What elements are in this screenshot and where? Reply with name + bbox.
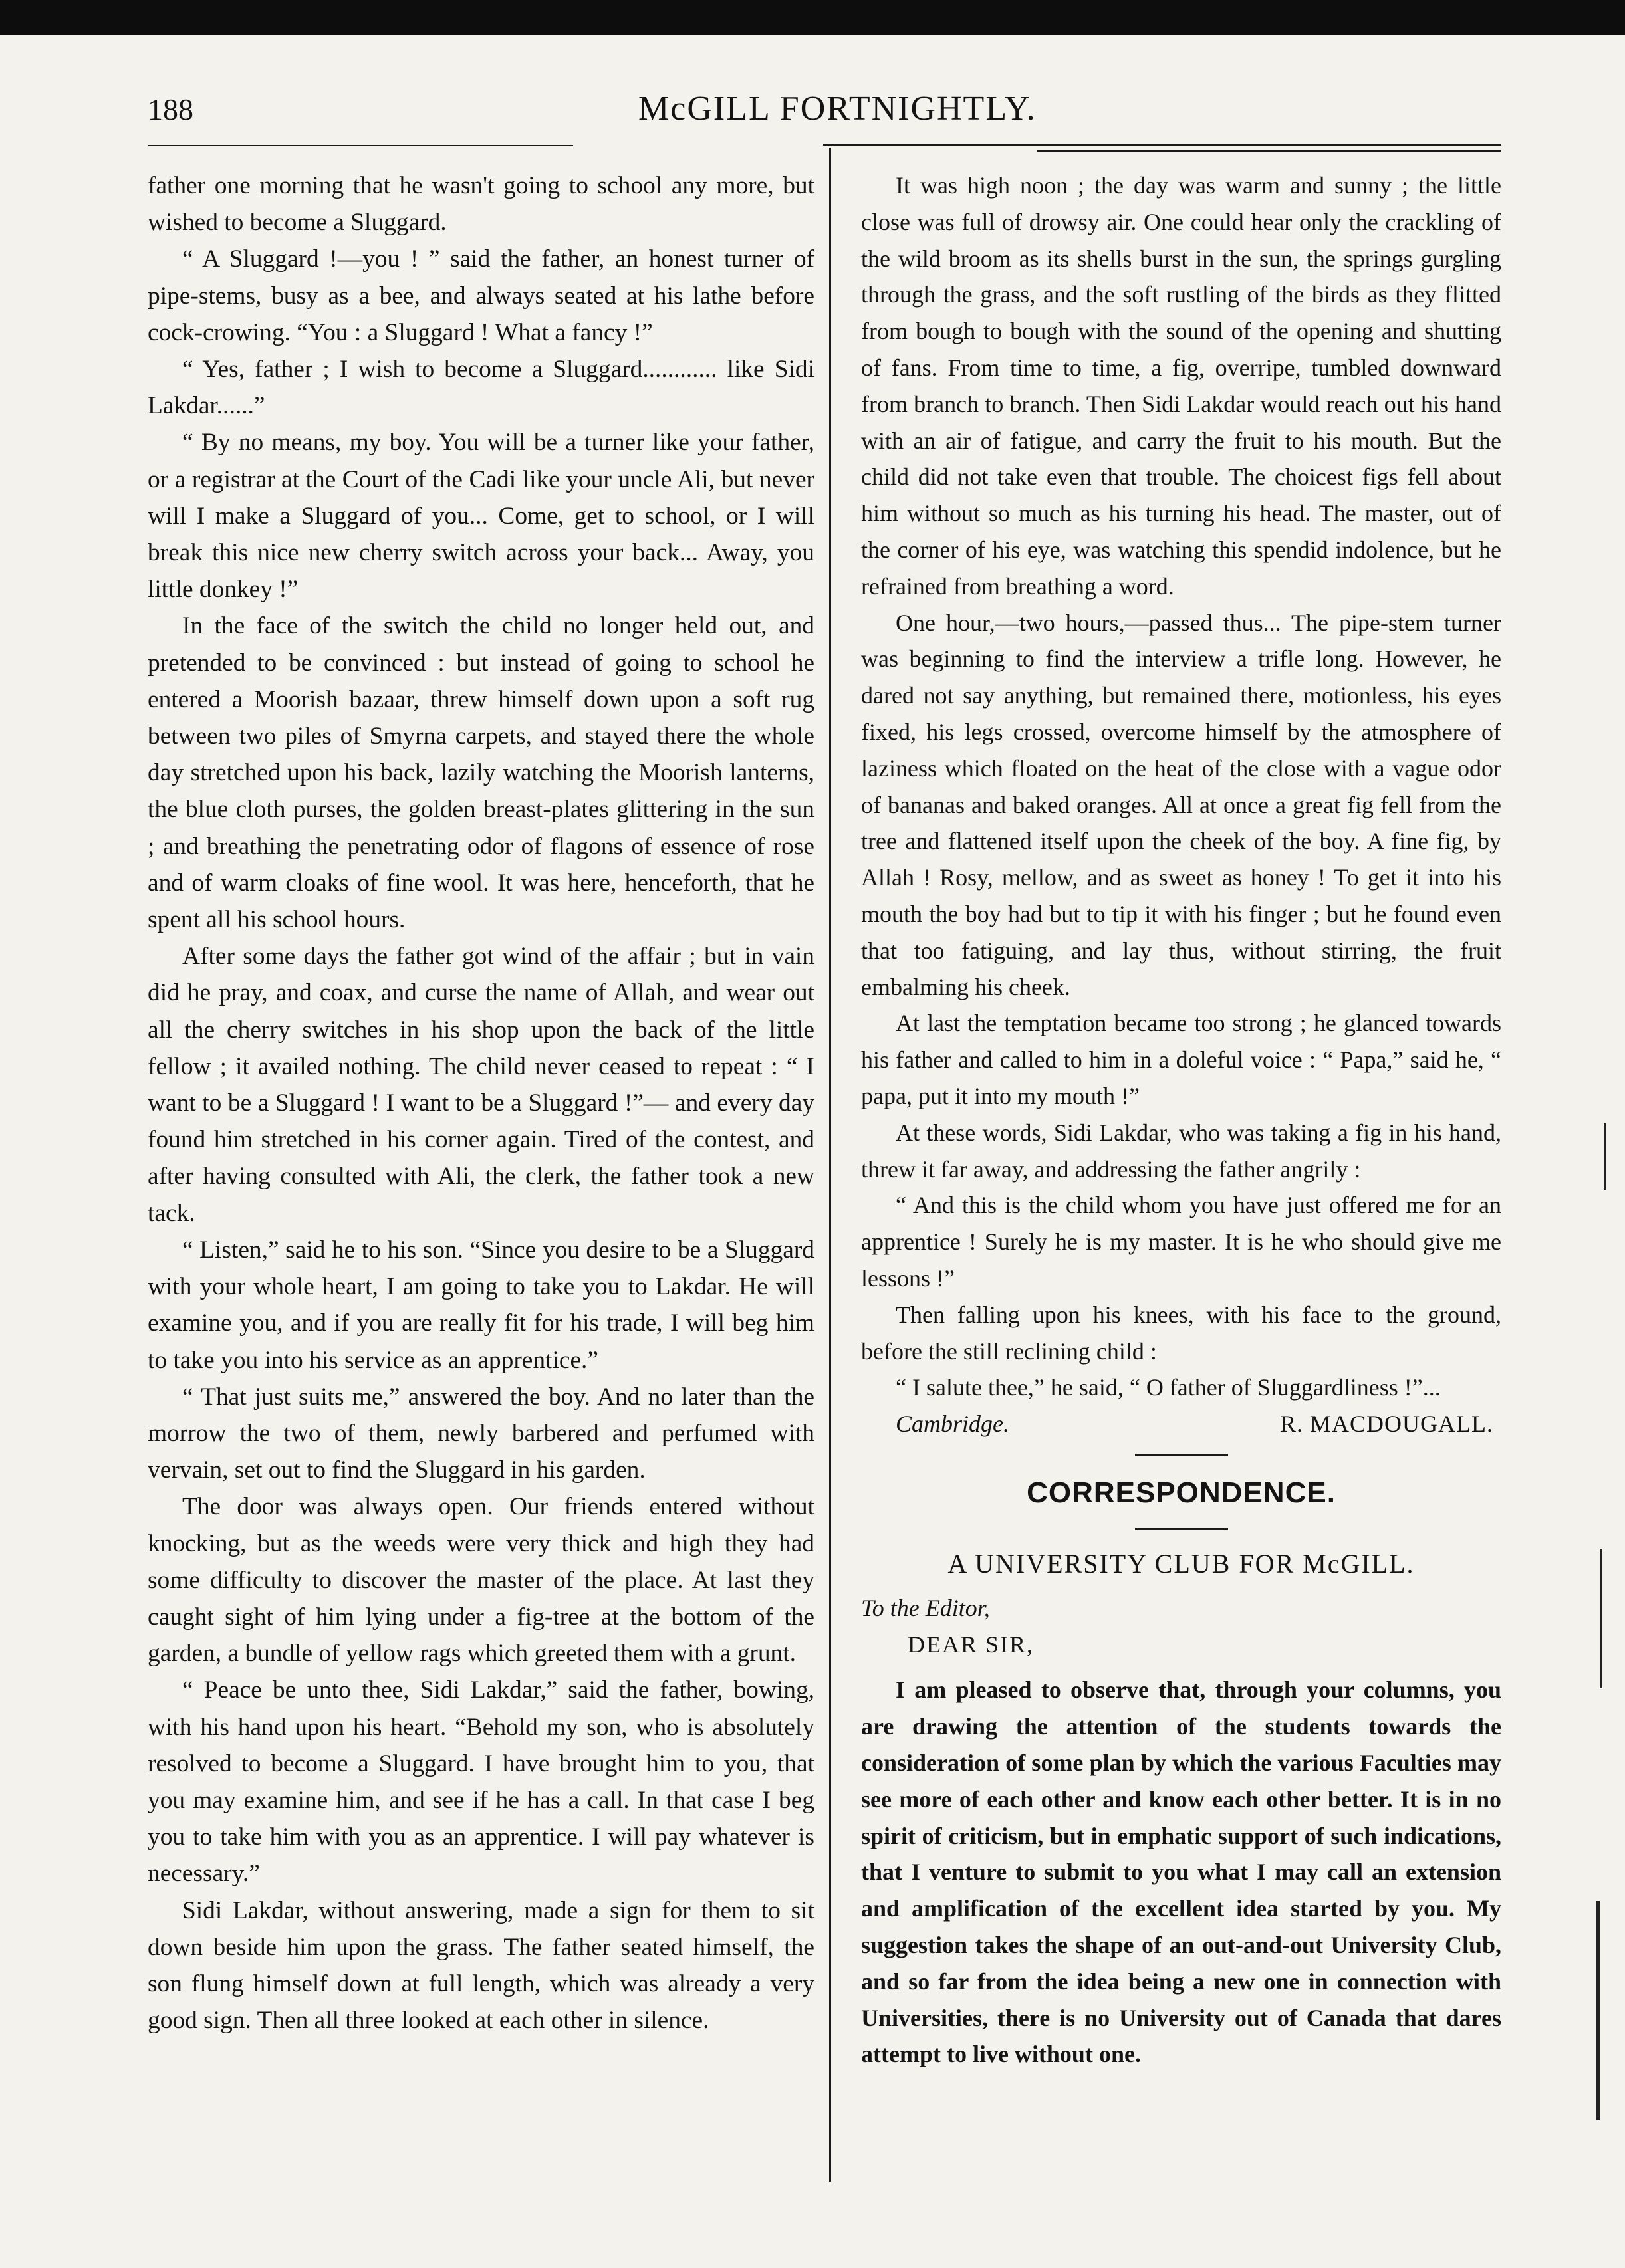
story-paragraph: “ By no means, my boy. You will be a turner like your father, or a registrar at the Court of the Cadi like your uncle Ali, but never will I make a Sluggard of you... Come, get to school, or I will break this nice new cherry switch across your back... Away, you little donkey !”	[148, 429, 814, 604]
margin-mark	[1596, 1901, 1600, 2120]
story-paragraph: “ A Sluggard !—you ! ” said the father, an honest turner of pipe-stems, busy as a bee, and always seated at his lathe before cock-crowing. “You : a Sluggard ! What a fancy !”	[148, 245, 814, 346]
section-rule	[1135, 1454, 1228, 1456]
margin-mark	[1604, 1123, 1606, 1190]
signature-line	[861, 1406, 1501, 1442]
header-rule-left	[148, 145, 573, 146]
letter-title: A UNIVERSITY CLUB FOR McGILL.	[947, 1548, 1415, 1579]
story-paragraph: “ I salute thee,” he said, “ O father of Sluggardliness !”...	[896, 1374, 1441, 1401]
scan-top-border	[0, 0, 1625, 35]
letter-addressee: To the Editor,	[861, 1594, 990, 1621]
story-paragraph: At these words, Sidi Lakdar, who was taking a fig in his hand, threw it far away, and addressing the father angrily :	[861, 1119, 1501, 1183]
story-paragraph: After some days the father got wind of the affair ; but in vain did he pray, and coax, and curse the name of Allah, and wear out all the cherry switches in his shop upon the back of the little fellow ; it availed nothing. The child never ceased to repeat : “ I want to be a Sluggard ! I want to be a Sluggard !”— and every day found him stretched in his corner again. Tired of the contest, and after having consulted with Ali, the clerk, the father took a new tack.	[148, 943, 814, 1227]
story-paragraph: “ Peace be unto thee, Sidi Lakdar,” said the father, bowing, with his hand upon his heart. “Behold my son, who is absolutely resolved to become a Sluggard. I have brought him to you, that you may examine him, and see if he has a call. In that case I beg you to take him with you as an apprentice. I will pay whatever is necessary.”	[148, 1676, 814, 1888]
story-paragraph: Sidi Lakdar, without answering, made a sign for them to sit down beside him upon the grass. The father seated himself, the son flung himself down at full length, which was already a very good sign. Then all three looked at each other in silence.	[148, 1896, 814, 2035]
page-number: 188	[148, 92, 193, 126]
story-paragraph: “ And this is the child whom you have just offered me for an apprentice ! Surely he is my master. It is he who should give me lessons !”	[861, 1192, 1501, 1292]
story-paragraph: It was high noon ; the day was warm and sunny ; the little close was full of drowsy air. One could hear only the crackling of the wild broom as its shells burst in the sun, the springs gurgling through the grass, and the soft rustling of the birds as they flitted from bough to bough with the sound of the opening and shutting of fans. From time to time, a fig, overripe, tumbled downward from branch to branch. Then Sidi Lakdar would reach out his hand with an air of fatigue, and carry the fruit to his mouth. But the child did not take even that trouble. The choicest figs fell about him without so much as his turning his head. The master, out of the corner of his eye, was watching this spendid indolence, but he refrained from breathing a word.	[861, 172, 1501, 600]
section-rule	[1135, 1528, 1228, 1530]
left-column	[148, 168, 814, 2039]
letter-body: I am pleased to observe that, through your columns, you are drawing the attention of the students towards the consideration of some plan by which the various Faculties may see more of each other and know each other better. It is in no spirit of criticism, but in emphatic support of such indications, that I venture to submit to you what I may call an extension and amplification of the excellent idea started by you. My suggestion takes the shape of an out-and-out University Club, and so far from the idea being a new one in connection with Universities, there is no University out of Canada that dares attempt to live without one.	[861, 1676, 1501, 2068]
story-paragraph: “ That just suits me,” answered the boy. And no later than the morrow the two of them, newly barbered and perfumed with vervain, set out to find the Sluggard in his garden.	[148, 1383, 814, 1484]
story-paragraph: The door was always open. Our friends entered without knocking, but as the weeds were very thick and high they had some difficulty to discover the master of the place. At last they caught sight of him lying under a fig-tree at the bottom of the garden, a bundle of yellow rags which greeted them with a grunt.	[148, 1493, 814, 1668]
right-column	[861, 168, 1501, 2073]
section-heading: CORRESPONDENCE.	[1027, 1476, 1336, 1509]
story-paragraph: “ Yes, father ; I wish to become a Sluggard............ like Sidi Lakdar......”	[148, 356, 814, 420]
story-paragraph: father one morning that he wasn't going to school any more, but wished to become a Sluggard.	[148, 172, 814, 237]
story-paragraph: In the face of the switch the child no longer held out, and pretended to be convinced : but instead of going to school he entered a Moorish bazaar, threw himself down upon a soft rug between two piles of Smyrna carpets, and stayed there the whole day stretched upon his back, lazily watching the Moorish lanterns, the blue cloth purses, the golden breast-plates glittering in the sun ; and breathing the penetrating odor of flagons of essence of rose and of warm cloaks of fine wool. It was here, henceforth, that he spent all his school hours.	[148, 612, 814, 934]
column-divider	[829, 148, 831, 2182]
story-paragraph: “ Listen,” said he to his son. “Since you desire to be a Sluggard with your whole heart, I am going to take you to Lakdar. He will examine you, and if you are really fit for his trade, I will beg him to take you into his service as an apprentice.”	[148, 1236, 814, 1374]
header-rule-right-2	[1037, 150, 1501, 152]
masthead: McGILL FORTNIGHTLY.	[638, 90, 1037, 128]
story-paragraph: Then falling upon his knees, with his face to the ground, before the still reclining child :	[861, 1301, 1501, 1365]
story-paragraph: One hour,—two hours,—passed thus... The pipe-stem turner was beginning to find the interview a trifle long. However, he dared not say anything, but remained there, motionless, his eyes fixed, his legs crossed, overcome himself by the atmosphere of laziness which floated on the heat of the close with a vague odor of bananas and baked oranges. All at once a great fig fell from the tree and flattened itself upon the cheek of the boy. A fine fig, by Allah ! Rosy, mellow, and as sweet as honey ! To get it into his mouth the boy had but to tip it with his finger ; but he found even that too fatiguing, and lay thus, without stirring, the fruit embalming his cheek.	[861, 609, 1501, 1000]
signature-place: Cambridge.	[896, 1411, 1009, 1438]
letter-salutation: DEAR SIR,	[908, 1631, 1035, 1658]
header-rule-right	[823, 144, 1501, 146]
signature-author: R. MACDOUGALL.	[1279, 1411, 1493, 1438]
margin-mark	[1600, 1549, 1602, 1688]
story-paragraph: At last the temptation became too strong ; he glanced towards his father and called to him in a doleful voice : “ Papa,” said he, “ papa, put it into my mouth !”	[861, 1010, 1501, 1109]
